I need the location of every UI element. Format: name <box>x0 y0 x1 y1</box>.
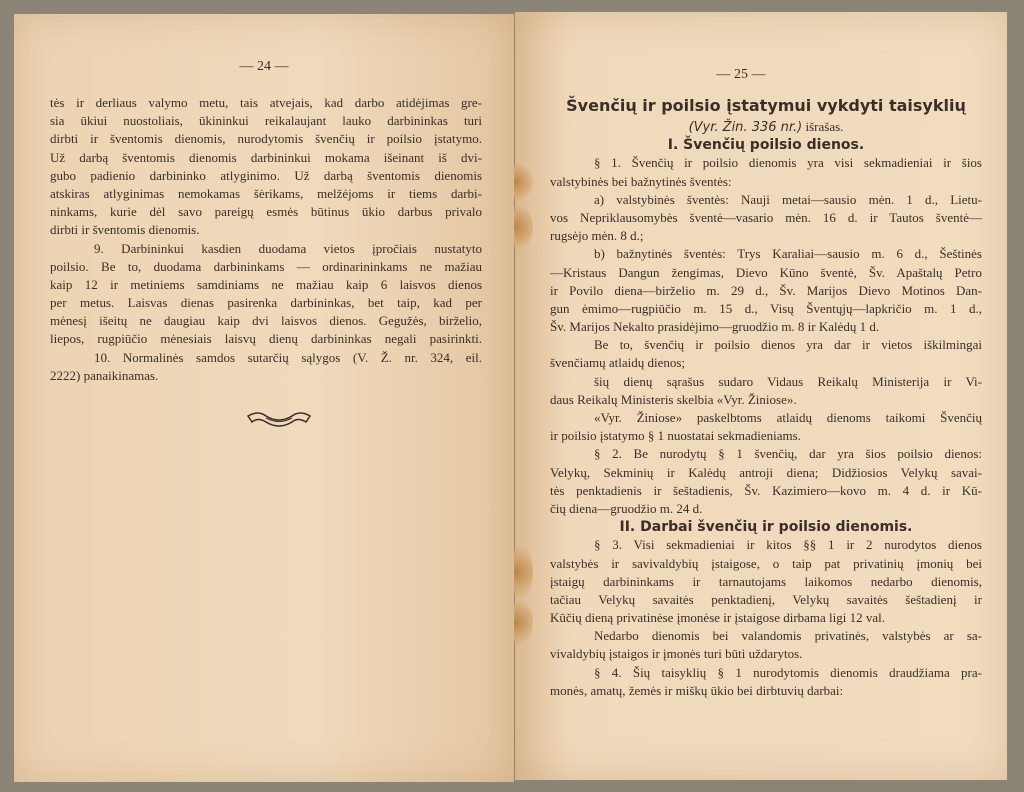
right-page <box>515 12 1007 780</box>
text-line: dirbti ir šventomis dienomis, nurodytomis švenčių ir poilsio įstatymo. <box>50 131 482 147</box>
text-line: a) valstybinės šventės: Nauji metai—sausio mėn. 1 d., Lietu- <box>594 191 982 207</box>
text-line: Šv. Marijos Nekalto prasidėjimo—gruodžio m. 8 ir Kalėdų 1 d. <box>550 319 880 335</box>
text-line: § 3. Visi sekmadieniai ir kitos §§ 1 ir 2 nurodytos dienos <box>594 537 982 553</box>
section-1-text <box>550 154 982 518</box>
text-line: § 4. Šių taisyklių § 1 nurodytomis dienomis draudžiama pra- <box>594 664 982 680</box>
text-line: § 2. Be nurodytų § 1 švenčių, dar yra šios poilsio dienos: <box>594 446 982 462</box>
text-line: ninkams, kurie dėl savo pareigų esmės būtinus ūkio darbus privalo <box>50 204 482 220</box>
text-line: mėnesį išeitų ne daugiau kaip dvi laisvos dienos. Gegužės, birželio, <box>50 313 482 329</box>
text-line: Už darbą šventomis dienomis darbininkui mokama išeinant iš dvi- <box>50 149 482 165</box>
text-line: valstybinės bei bažnytinės šventės: <box>550 173 732 189</box>
right-page-text <box>550 94 982 700</box>
document-title: Švenčių ir poilsio įstatymui vykdyti taisyklių <box>566 96 966 115</box>
text-line: Nedarbo dienomis bei valandomis privatinės, valstybės ar sa- <box>594 628 982 644</box>
left-page <box>14 14 514 782</box>
text-line: 9. Darbininkui kasdien duodama vietos įpročiais nustatyto <box>94 240 482 256</box>
text-line: Kūčių dieną privatinėse įmonėse ir įstaigose dirbama ligi 12 val. <box>550 610 886 626</box>
page-number: — 24 — <box>239 59 289 74</box>
text-line: poilsio. Be to, duodama darbininkams — ordinarininkams ne mažiau <box>50 258 482 274</box>
text-line: ir Povilo diena—birželio m. 29 d., Šv. Marijos Dievo Motinos Dan- <box>550 282 982 298</box>
text-line: čių diena—gruodžio m. 24 d. <box>550 500 703 516</box>
text-line: Be to, švenčių ir poilsio dienos yra dar ir vietos iškilmingai <box>594 337 982 353</box>
text-line: 10. Normalinės samdos sutarčių sąlygos (V. Ž. nr. 324, eil. <box>94 349 482 365</box>
text-line: įstaigų darbininkams ir tarnautojams laikomos nedarbo dienomis, <box>550 573 982 589</box>
text-line: b) bažnytinės šventės: Trys Karaliai—sausio m. 6 d., Šeštinės <box>594 246 982 262</box>
text-line: rugsėjo mėn. 8 d.; <box>550 228 644 244</box>
source-reference: (Vyr. Žin. 336 nr.) <box>688 120 803 135</box>
text-line: daus Reikalų Ministeris skelbia «Vyr. Žiniose». <box>550 391 797 407</box>
left-page-text <box>50 94 482 385</box>
text-line: gubo padienio darbininko atlyginimo. Už darbą šventomis dienomis <box>50 167 482 183</box>
section-2-text <box>550 536 982 700</box>
ornament-icon <box>246 408 312 430</box>
text-line: liepos, rugpiūčio mėnesiais laisvų dienų darbininkas negali pasirinkti. <box>50 331 482 347</box>
section-heading: I. Švenčių poilsio dienos. <box>667 137 865 154</box>
text-line: «Vyr. Žiniose» paskelbtoms atlaidų dienoms taikomi Švenčių <box>594 410 982 425</box>
text-line: gun ėmimo—rugpiūčio m. 15 d., Visų Šventųjų—lapkričio m. 1 d., <box>550 300 982 316</box>
text-line: ir poilsio įstatymo § 1 nuostatai sekmadieniams. <box>550 428 801 444</box>
text-line: dirbti ir šventomis dienomis. <box>50 222 200 238</box>
text-line: 2222) panaikinamas. <box>50 367 159 383</box>
page-number: — 25 — <box>716 67 766 82</box>
text-line: —Kristaus Dangun žengimas, Dievo Kūno šventė, Šv. Apaštalų Petro <box>550 264 982 280</box>
text-line: tės ir derliaus valymo metu, tais atvejais, kad darbo atidėjimas gre- <box>50 95 482 110</box>
text-line: tačiau Velykų savaitės penktadienį, Velykų savaitės šeštadienį ir <box>550 591 982 607</box>
document-subtitle <box>550 118 982 136</box>
text-line: švenčiamų atlaidų dienos; <box>550 355 686 371</box>
text-line: valstybės ir savivaldybių įstaigose, o taip pat privatinių įmonių bei <box>550 555 982 571</box>
text-line: monės, amatų, žemės ir miškų ūkio bei dirbtuvių darbai: <box>550 682 844 698</box>
section-heading: II. Darbai švenčių ir poilsio dienomis. <box>619 519 913 536</box>
text-line: Velykų, Sekminių ir Kalėdų antroji diena; Didžiosios Velykų savai- <box>550 464 982 480</box>
text-line: per metus. Laisvas dienas pasirenka darbininkas, bet taip, kad per <box>50 295 482 311</box>
text-line: tės penktadienis ir šeštadienis, Šv. Kazimiero—kovo m. 4 d. ir Kū- <box>550 482 982 498</box>
text-line: šių dienų sąrašus sudaro Vidaus Reikalų Ministerija ir Vi- <box>594 373 982 389</box>
text-line: atskiras atlyginimas nemokamas šėrikams, melžėjoms ir tiems darbi- <box>50 185 482 201</box>
text-line: kaip 12 ir metiniems samdiniams ne mažiau kaip 6 laisvos dienos <box>50 276 482 292</box>
text-line: vivaldybių įstaigos ir įmonės turi būti uždarytos. <box>550 646 803 662</box>
subtitle-suffix: išrašas. <box>802 119 844 134</box>
text-line: sia ūkiui nuostoliais, ūkininkui reikalaujant lauko darbininkas turi <box>50 113 482 129</box>
text-line: § 1. Švenčių ir poilsio dienomis yra visi sekmadieniai ir šios <box>594 155 982 171</box>
text-line: vos Nepriklausomybės šventė—vasario mėn. 16 d. ir Tautos šventė— <box>550 209 982 225</box>
